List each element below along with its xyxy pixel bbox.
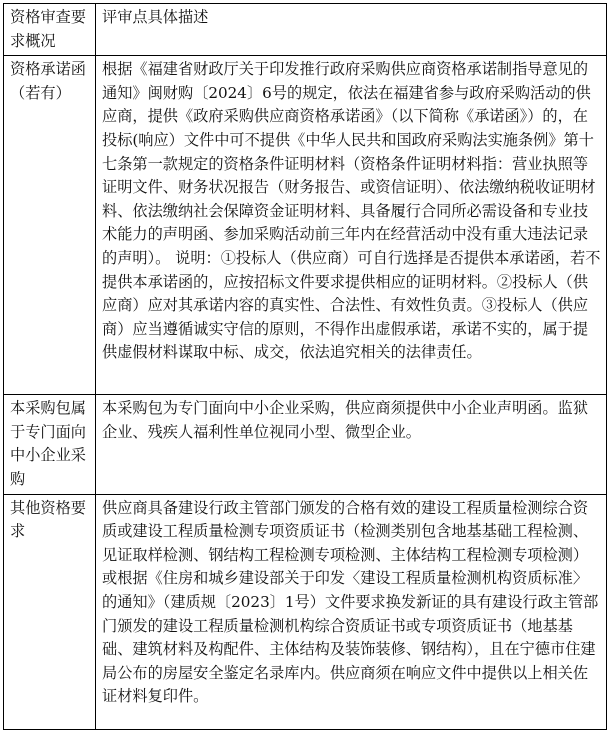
row-description-sme-procurement: 本采购包为专门面向中小企业采购，供应商须提供中小企业声明函。监狱企业、残疾人福利性单位视同小型、微型企业。 xyxy=(96,395,607,494)
qualification-requirements-table xyxy=(3,3,607,730)
table-row xyxy=(4,56,607,395)
row-label-other-requirements: 其他资格要求 xyxy=(4,494,96,729)
header-requirement-overview: 资格审查要求概况 xyxy=(4,4,96,56)
row-label-qualification-commitment: 资格承诺函（若有） xyxy=(4,56,96,395)
row-description-other-requirements: 供应商具备建设行政主管部门颁发的合格有效的建设工程质量检测综合资质或建设工程质量检测专项资质证书（检测类别包含地基基础工程检测、见证取样检测、钢结构工程检测专项检测、主体结构工程检测专项检测）或根据《住房和城乡建设部关于印发〈建设工程质量检测机构资质标准〉的通知》（建质规〔2023〕1号）文件要求换发新证的具有建设行政主管部门颁发的建设工程质量检测机构综合资质证书或专项资质证书（地基基础、建筑材料及构配件、主体结构及装饰装修、钢结构），且在宁德市住建局公布的房屋安全鉴定名录库内。供应商须在响应文件中提供以上相关佐证材料复印件。 xyxy=(96,494,607,729)
row-description-qualification-commitment: 根据《福建省财政厅关于印发推行政府采购供应商资格承诺制指导意见的通知》闽财购〔2024〕6号的规定，依法在福建省参与政府采购活动的供应商，提供《政府采购供应商资格承诺函》（以下简称《承诺函》）的，在投标(响应）文件中可不提供《中华人民共和国政府采购法实施条例》第十七条第一款规定的资格条件证明材料（资格条件证明材料指：营业执照等证明文件、财务状况报告（财务报告、或资信证明）、依法缴纳税收证明材料、依法缴纳社会保障资金证明材料、具备履行合同所必需设备和专业技术能力的声明函、参加采购活动前三年内在经营活动中没有重大违法记录的声明）。 说明：①投标人（供应商）可自行选择是否提供本承诺函，若不提供本承诺函的，应按招标文件要求提供相应的证明材料。②投标人（供应商）应对其承诺内容的真实性、合法性、有效性负责。③投标人（供应商）应当遵循诚实守信的原则，不得作出虚假承诺，承诺不实的，属于提供虚假材料谋取中标、成交，依法追究相关的法律责任。 xyxy=(96,56,607,395)
table-row xyxy=(4,494,607,729)
table-header-row xyxy=(4,4,607,56)
table-row xyxy=(4,395,607,494)
row-label-sme-procurement: 本采购包属于专门面向中小企业采购 xyxy=(4,395,96,494)
header-evaluation-description: 评审点具体描述 xyxy=(96,4,607,56)
